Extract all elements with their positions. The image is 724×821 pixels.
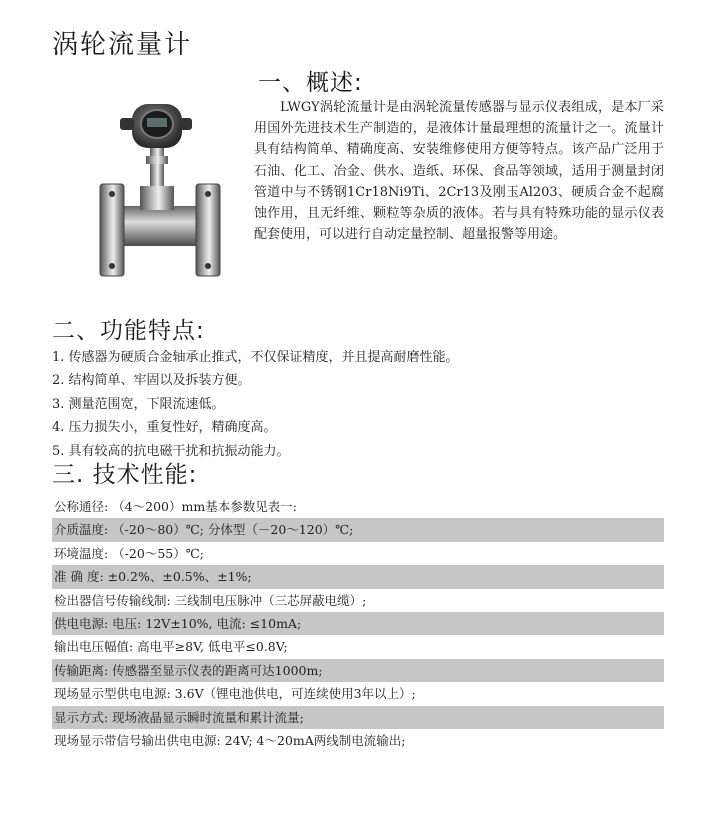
spec-row: 环境温度: （-20～55）℃; xyxy=(54,545,204,561)
spec-row: 显示方式: 现场液晶显示瞬时流量和累计流量; xyxy=(52,706,664,729)
spec-row: 现场显示型供电电源: 3.6V（锂电池供电，可连续使用3年以上）; xyxy=(54,686,416,702)
specs-table xyxy=(52,495,664,752)
overview-heading: 一、概述: xyxy=(258,70,363,96)
spec-row: 输出电压幅值: 高电平≥8V, 低电平≤0.8V; xyxy=(54,639,288,655)
spec-row: 公称通径: （4～200）mm基本参数见表一: xyxy=(54,499,297,514)
feature-item: 2. 结构简单、牢固以及拆装方便。 xyxy=(52,373,251,389)
spec-row: 检出器信号传输线制: 三线制电压脉冲（三芯屏蔽电缆）; xyxy=(54,592,367,608)
document-title: 涡轮流量计 xyxy=(52,30,193,60)
feature-item: 3. 测量范围宽，下限流速低。 xyxy=(52,396,225,412)
features-list xyxy=(52,346,459,463)
feature-item: 4. 压力损失小，重复性好，精确度高。 xyxy=(52,420,277,436)
turbine-flowmeter-illustration xyxy=(80,96,240,286)
features-heading: 二、功能特点: xyxy=(52,318,205,344)
feature-item: 5. 具有较高的抗电磁干扰和抗振动能力。 xyxy=(52,443,290,459)
spec-row: 供电电源: 电压: 12V±10%, 电流: ≤10mA; xyxy=(52,612,664,635)
spec-row: 现场显示带信号输出供电电源: 24V; 4～20mA两线制电流输出; xyxy=(54,732,406,748)
overview-paragraph: LWGY涡轮流量计是由涡轮流量传感器与显示仪表组成，是本厂采用国外先进技术生产制造的，是液体计量最理想的流量计之一。流量计具有结构简单、精确度高、安装维修使用方便等特点。该产品广泛用于石油、化工、冶金、供水、造纸、环保、食品等领域，适用于测量封闭管道中与不锈钢1Cr18Ni9Ti、2Cr13及刚玉Al203、硬质合金不起腐蚀作用，且无纤维、颗粒等杂质的液体。若与具有特殊功能的显示仪表配套使用，可以进行自动定量控制、超量报警等用途。 xyxy=(254,100,664,243)
specs-heading: 三. 技术性能: xyxy=(52,462,198,488)
spec-row: 介质温度: （-20～80）℃; 分体型（－20～120）℃; xyxy=(52,518,664,541)
spec-row: 传输距离: 传感器至显示仪表的距离可达1000m; xyxy=(52,659,664,682)
feature-item: 1. 传感器为硬质合金轴承止推式，不仅保证精度，并且提高耐磨性能。 xyxy=(52,350,459,365)
spec-row: 准 确 度: ±0.2%、±0.5%、±1%; xyxy=(52,565,664,588)
